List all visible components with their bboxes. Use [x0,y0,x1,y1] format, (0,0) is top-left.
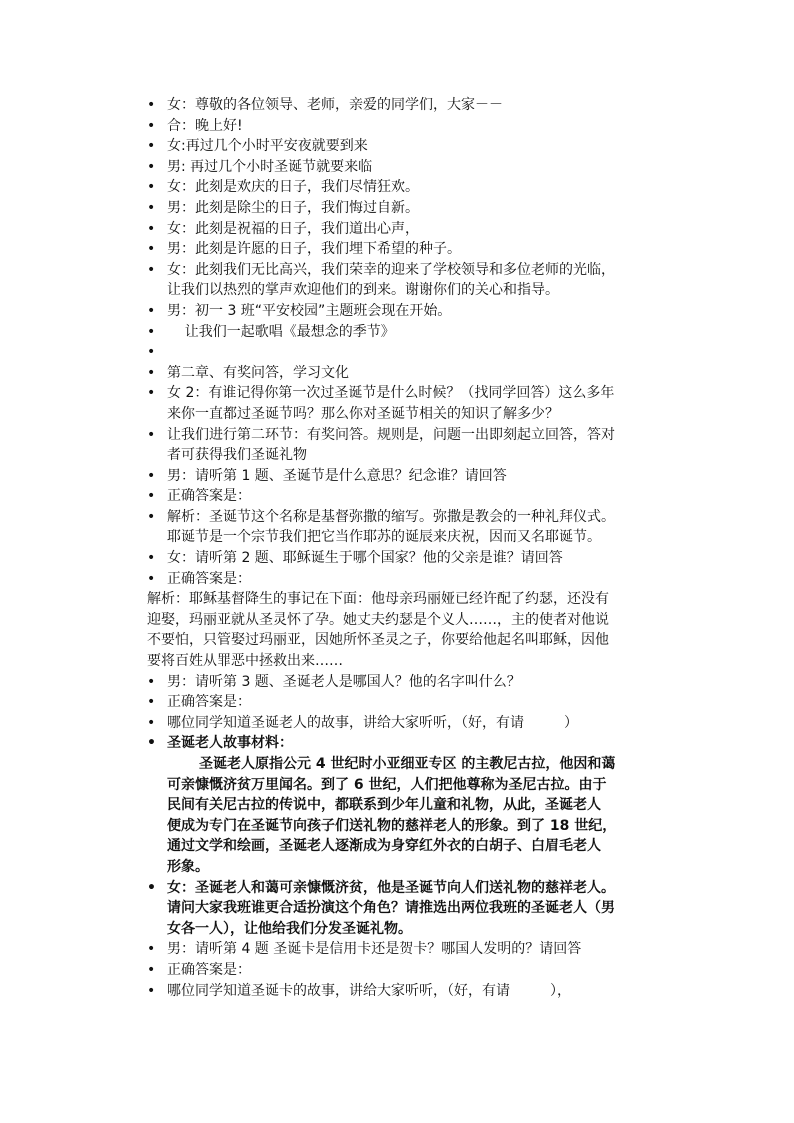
question-3-list [147,672,677,734]
item-line: 让我们以热烈的掌声欢迎他们的到来。谢谢你们的关心和指导。 [167,282,559,299]
question-4-list [147,939,677,1001]
list-item [147,342,677,363]
bullet: • [147,426,156,443]
bullet: • [147,488,156,505]
list-item [147,239,677,260]
bullet: • [147,302,156,319]
bullet: • [147,323,156,340]
item-line: 女：请听第 2 题、耶稣诞生于哪个国家？他的父亲是谁？请回答 [167,550,563,567]
list-item [147,466,677,487]
item-line: 哪位同学知道圣诞老人的故事，讲给大家听听，（好，有请 ） [167,714,579,731]
bullet: • [147,344,156,361]
analysis-line: 迎娶，玛丽亚就从圣灵怀了孕。她丈夫约瑟是个义人……，主的使者对他说 [147,611,609,628]
list-item [147,486,677,507]
analysis-line: 要将百姓从罪恶中拯救出来…… [147,653,343,670]
bullet: • [147,97,156,113]
document-body [147,95,677,1001]
list-item [147,219,677,240]
list-item [147,981,677,1002]
item-line: 男: 再过几个小时圣诞节就要来临 [167,158,373,175]
list-item [147,569,677,590]
list-item [147,260,677,301]
list-item [147,198,677,219]
list-item [147,177,677,198]
story-line: 便成为专门在圣诞节向孩子们送礼物的慈祥老人的形象。到了 18 世纪， [167,817,617,834]
list-item [147,425,677,466]
item-line: 正确答案是： [167,961,251,978]
analysis-paragraph [147,589,677,671]
item-line: 耶诞节是一个宗节我们把它当作耶苏的诞辰来庆祝，因而又名耶诞节。 [167,529,601,546]
item-line: 正确答案是： [167,488,251,505]
list-item [147,363,677,384]
list-item [147,960,677,981]
bullet: • [147,241,156,258]
item-line: 来你一直都过圣诞节吗？那么你对圣诞节相关的知识了解多少？ [167,405,559,422]
analysis-line: 不要怕，只管娶过玛丽亚，因她所怀圣灵之子，你要给他起名叫耶稣，因他 [147,632,609,649]
bullet: • [147,467,156,484]
item-line: 女：此刻是欢庆的日子，我们尽情狂欢。 [167,179,419,196]
story-line: 通过文学和绘画，圣诞老人逐渐成为身穿红外衣的白胡子、白眉毛老人 [167,838,601,855]
analysis-line: 解析：耶稣基督降生的事记在下面：他母亲玛丽娅已经许配了约瑟，还没有 [147,591,609,608]
list-item [147,157,677,178]
item-line: 男：请听第 3 题、圣诞老人是哪国人？他的名字叫什么？ [167,673,521,690]
item-line: 正确答案是： [167,570,251,587]
list-item [147,136,677,157]
list-item [147,95,677,116]
bullet: • [147,199,156,216]
item-line: 正确答案是： [167,694,251,711]
list-item [147,692,677,713]
story-line: 形象。 [167,858,209,875]
bullet: • [147,550,156,567]
item-line: 男：请听第 1 题、圣诞节是什么意思？纪念谁？请回答 [167,467,507,484]
bullet: • [147,673,156,690]
item-line: 女：此刻是祝福的日子，我们道出心声， [167,220,419,237]
item-line: 第二章、有奖问答，学习文化 [167,364,349,381]
bullet: • [147,941,156,958]
bullet: • [147,138,156,155]
story-line: 民间有关尼古拉的传说中，都联系到少年儿童和礼物，从此，圣诞老人 [167,797,601,814]
list-item [147,322,677,343]
item-line: 女：此刻我们无比高兴，我们荣幸的迎来了学校领导和多位老师的光临， [167,261,615,278]
bullet: • [147,694,156,711]
story-line: 圣诞老人原指公元 4 世纪时小亚细亚专区 的主教尼古拉，他因和蔼 [199,756,616,772]
bullet: • [147,179,156,196]
item-line: 女各一人），让他给我们分发圣诞礼物。 [167,920,412,937]
story-line: 可亲慷慨济贫万里闻名。到了 6 世纪，人们把他尊称为圣尼古拉。由于 [167,776,607,793]
bullet: • [147,982,156,999]
santa-story-paragraph [147,754,677,878]
item-line: 男：请听第 4 题 圣诞卡是信用卡还是贺卡？哪国人发明的？请回答 [167,941,582,958]
bullet: • [147,735,156,752]
story-heading-item [147,733,677,754]
list-item [147,383,677,424]
item-line: 男：初一 3 班“平安校园”主题班会现在开始。 [167,302,452,319]
list-item [147,548,677,569]
bullet: • [147,961,156,978]
item-line: 让我们进行第二环节：有奖问答。规则是，问题一出即刻起立回答，答对 [167,426,615,443]
bullet: • [147,220,156,237]
item-line: 合：晚上好! [167,117,243,134]
item-line: 请问大家我班谁更合适扮演这个角色？请推选出两位我班的圣诞老人（男 [167,900,615,917]
bullet: • [147,364,156,381]
item-line: 女 2：有谁记得你第一次过圣诞节是什么时候？（找同学回答）这么多年 [167,385,615,402]
list-item [147,939,677,960]
item-line: 女:再过几个小时平安夜就要到来 [167,138,368,155]
item-line: 男：此刻是许愿的日子，我们埋下希望的种子。 [167,241,461,258]
dialogue-list [147,95,677,589]
bullet: • [147,879,156,896]
bullet: • [147,261,156,278]
item-line: 者可获得我们圣诞礼物 [167,447,307,464]
female-santa-role-item [147,878,677,940]
item-line [167,342,677,363]
item-line: 男：此刻是除尘的日子，我们悔过自新。 [167,199,419,216]
item-line: 哪位同学知道圣诞卡的故事，讲给大家听听，（好，有请 ）， [167,982,572,999]
list-item [147,713,677,734]
bullet: • [147,158,156,175]
story-title: 圣诞老人故事材料： [167,735,293,752]
bullet: • [147,570,156,587]
list-item [147,301,677,322]
item-line: 让我们一起歌唱《最想念的季节》 [167,323,395,340]
item-line: 女：圣诞老人和蔼可亲慷慨济贫，他是圣诞节向人们送礼物的慈祥老人。 [167,879,615,896]
item-line: 女：尊敬的各位领导、老师，亲爱的同学们，大家－－ [167,97,503,113]
bullet: • [147,508,156,525]
item-line: 解析：圣诞节这个名称是基督弥撒的缩写。弥撒是教会的一种礼拜仪式。 [167,508,615,525]
bullet: • [147,714,156,731]
list-item [147,672,677,693]
bullet: • [147,385,156,402]
list-item [147,116,677,137]
bullet: • [147,117,156,134]
list-item [147,507,677,548]
